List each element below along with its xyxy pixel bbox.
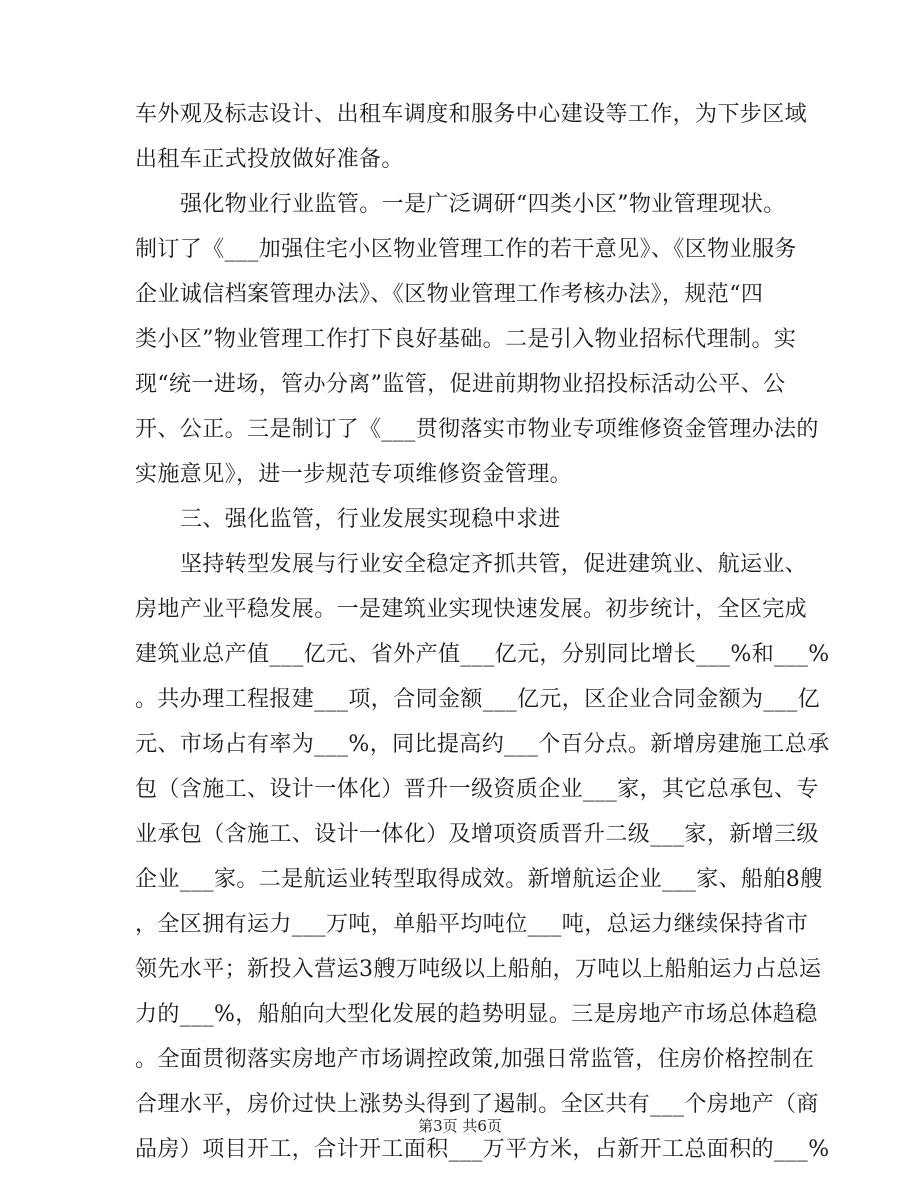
text-line: 包（含施工、设计一体化）晋升一级资质企业___家，其它总承包、专 (135, 777, 819, 802)
paragraph-start-line: 坚持转型发展与行业安全稳定齐抓共管，促进建筑业、航运业、 (180, 552, 808, 577)
text-line: 业承包（含施工、设计一体化）及增项资质晋升二级___家，新增三级 (135, 822, 819, 847)
text-line: 企业___家。二是航运业转型取得成效。新增航运企业___家、船舶8艘 (135, 867, 823, 892)
text-line: 品房）项目开工，合计开工面积___万平方米，占新开工总面积的___% (135, 1137, 830, 1162)
text-line: 。全面贯彻落实房地产市场调控政策,加强日常监管，住房价格控制在 (135, 1047, 815, 1072)
text-line: 现“统一进场，管办分离”监管，促进前期物业招投标活动公平、公 (135, 372, 786, 397)
text-line: 制订了《___加强住宅小区物业管理工作的若干意见》、《区物业服务 (135, 237, 797, 262)
text-line: 。共办理工程报建___项，合同金额___亿元，区企业合同金额为___亿 (135, 687, 821, 712)
text-line: 建筑业总产值___亿元、省外产值___亿元，分别同比增长___%和___% (135, 642, 830, 667)
text-line: 合理水平，房价过快上涨势头得到了遏制。全区共有___个房地产（商 (135, 1092, 819, 1117)
text-line: 开、公正。三是制订了《___贯彻落实市物业专项维修资金管理办法的 (135, 417, 819, 442)
text-line: 房地产业平稳发展。一是建筑业实现快速发展。初步统计，全区完成 (135, 597, 808, 622)
page-number-footer: 第3页 共6页 (418, 1117, 502, 1135)
text-line: 领先水平；新投入营运3艘万吨级以上船舶，万吨以上船舶运力占总运 (135, 957, 822, 982)
text-line: 实施意见》，进一步规范专项维修资金管理。 (135, 462, 573, 487)
text-line: 车外观及标志设计、出租车调度和服务中心建设等工作，为下步区域 (135, 102, 808, 127)
text-line: 出租车正式投放做好准备。 (135, 147, 404, 172)
section-heading: 三、强化监管，行业发展实现稳中求进 (180, 507, 561, 532)
text-line: 企业诚信档案管理办法》、《区物业管理工作考核办法》，规范“四 (135, 282, 764, 307)
text-line: 类小区”物业管理工作打下良好基础。二是引入物业招标代理制。实 (135, 327, 797, 352)
paragraph-start-line: 强化物业行业监管。一是广泛调研“四类小区”物业管理现状。 (180, 192, 786, 217)
text-line: 力的___%，船舶向大型化发展的趋势明显。三是房地产市场总体趋稳 (135, 1002, 818, 1027)
text-line: ，全区拥有运力___万吨，单船平均吨位___吨，总运力继续保持省市 (135, 912, 809, 937)
text-line: 元、市场占有率为___%，同比提高约___个百分点。新增房建施工总承 (135, 732, 830, 757)
